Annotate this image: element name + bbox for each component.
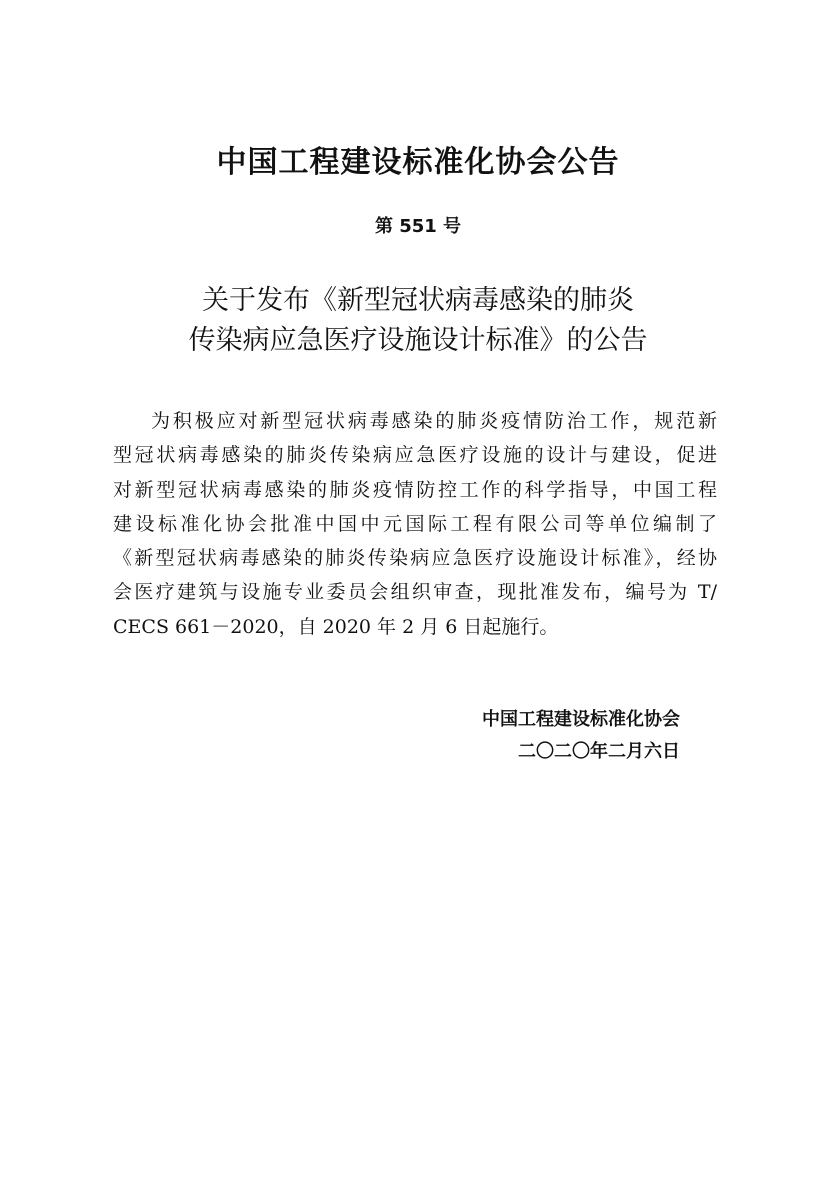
body-line: 对新型冠状病毒感染的肺炎疫情防控工作的科学指导，中国工程 <box>113 478 717 501</box>
signature-date: 二〇二〇年二月六日 <box>518 741 680 762</box>
announcement-title: 中国工程建设标准化协会公告 <box>216 145 620 180</box>
announcement-number: 第 551 号 <box>374 216 462 237</box>
body-line: 为积极应对新型冠状病毒感染的肺炎疫情防治工作，规范新 <box>151 410 717 432</box>
body-line: 型冠状病毒感染的肺炎传染病应急医疗设施的设计与建设，促进 <box>113 444 717 467</box>
signature-block <box>440 704 680 768</box>
body-line: 《新型冠状病毒感染的肺炎传染病应急医疗设施设计标准》，经协 <box>113 547 717 570</box>
body-line: CECS 661－2020，自 2020 年 2 月 6 日起施行。 <box>113 615 559 638</box>
subject-line: 传染病应急医疗设施设计标准》的公告 <box>188 325 648 356</box>
subject-line: 关于发布《新型冠状病毒感染的肺炎 <box>202 285 634 316</box>
body-line: 会医疗建筑与设施专业委员会组织审查，现批准发布，编号为 T/ <box>113 581 717 604</box>
announcement-body <box>113 404 717 644</box>
announcement-subject <box>0 281 836 361</box>
signature-organization: 中国工程建设标准化协会 <box>482 709 680 730</box>
body-line: 建设标准化协会批准中国中元国际工程有限公司等单位编制了 <box>113 512 717 535</box>
